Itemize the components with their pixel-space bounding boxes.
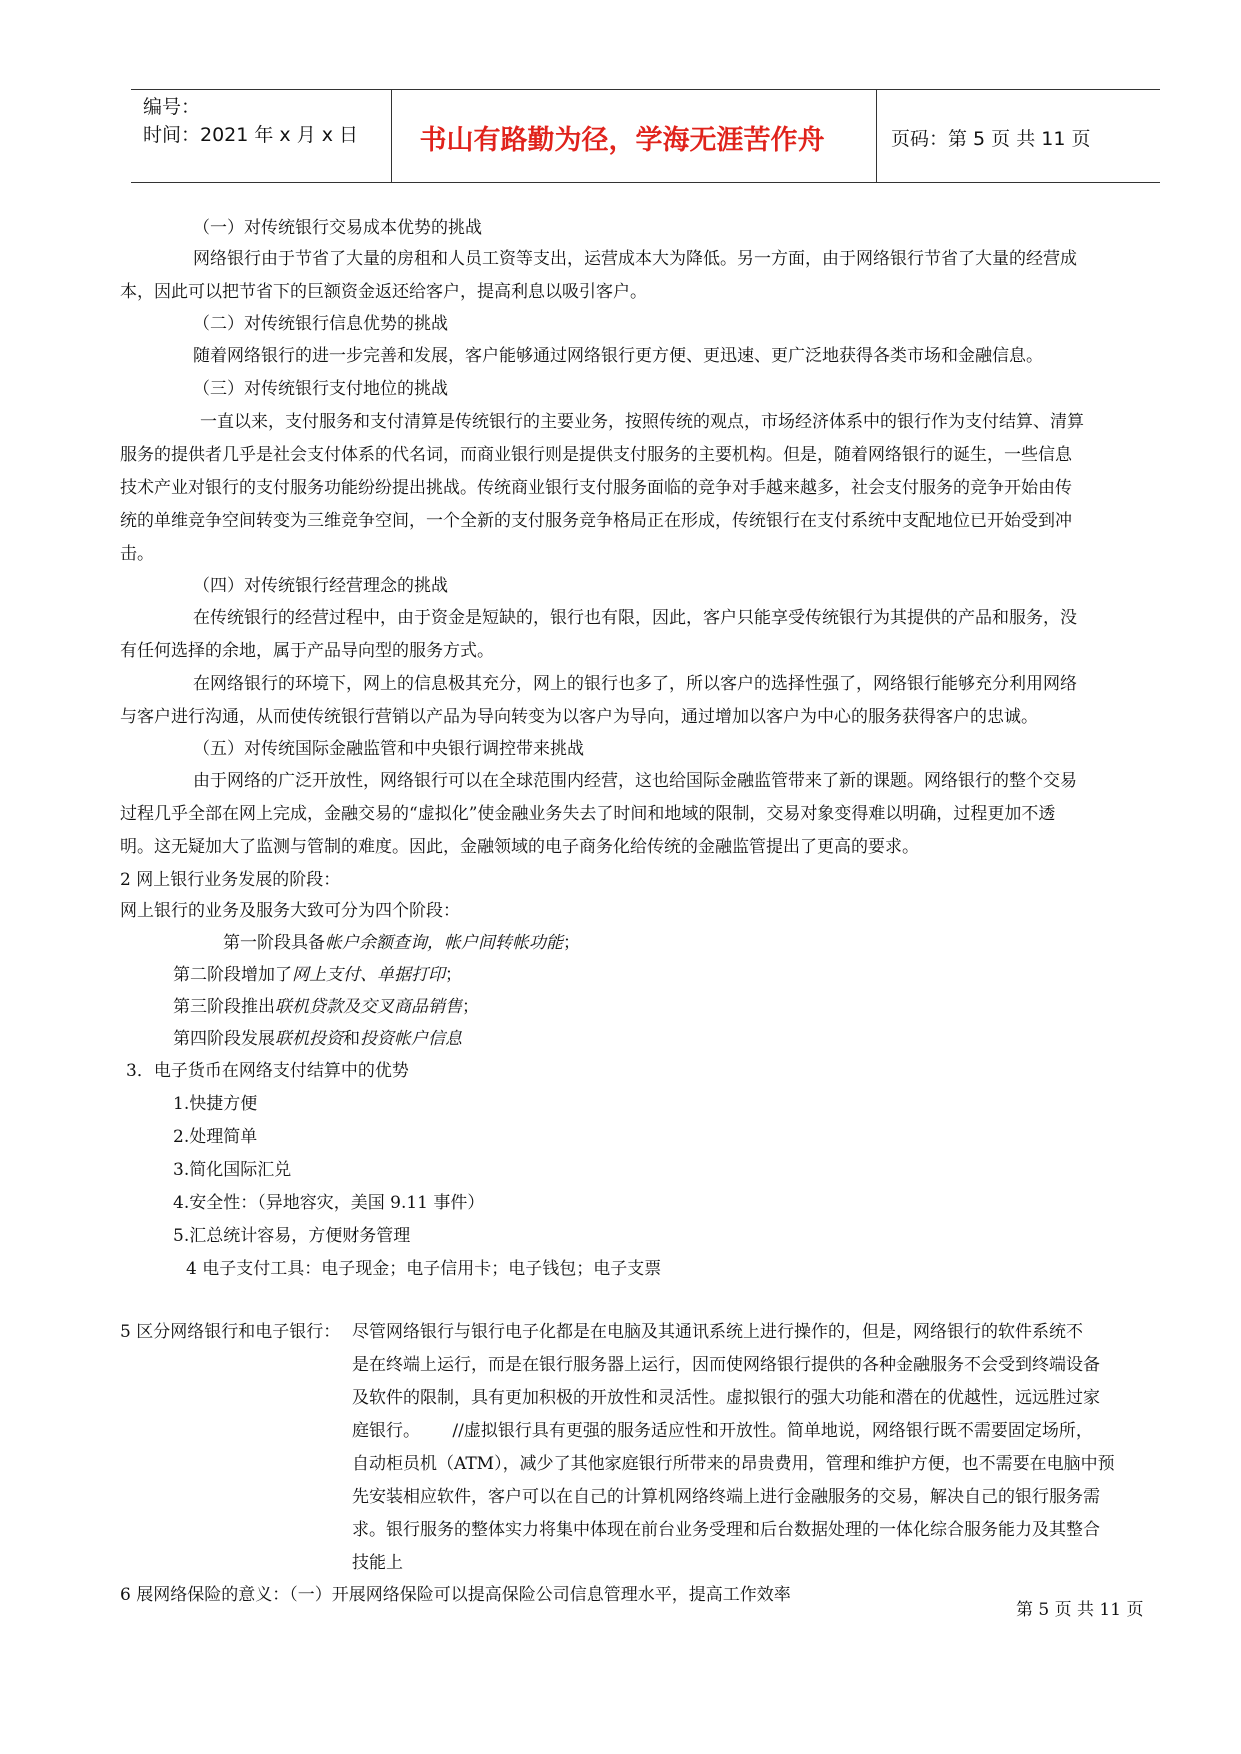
list-item: 1.快捷方便 <box>173 1094 258 1114</box>
header-divider <box>391 90 392 182</box>
section-heading: 3．电子货币在网络支付结算中的优势 <box>126 1061 409 1081</box>
paragraph-line: 先安装相应软件，客户可以在自己的计算机网络终端上进行金融服务的交易，解决自己的银行服务需 <box>352 1487 1100 1507</box>
paragraph-line: 明。这无疑加大了监测与管制的难度。因此，金融领域的电子商务化给传统的金融监管提出了更高的要求。 <box>120 837 919 857</box>
section-heading: 4 电子支付工具：电子现金；电子信用卡；电子钱包；电子支票 <box>186 1259 662 1279</box>
paragraph-line: 击。 <box>120 544 154 564</box>
header-motto: 书山有路勤为径，学海无涯苦作舟 <box>419 125 825 156</box>
stage-item: 第二阶段增加了网上支付、单据打印； <box>173 965 462 985</box>
paragraph-line: 服务的提供者几乎是社会支付体系的代名词，而商业银行则是提供支付服务的主要机构。但是，随着网络银行的诞生，一些信息 <box>120 445 1072 465</box>
section-heading: 2 网上银行业务发展的阶段： <box>120 870 341 890</box>
section-heading: （二）对传统银行信息优势的挑战 <box>193 314 448 334</box>
document-header <box>131 89 1160 183</box>
section-heading: 5 区分网络银行和电子银行： <box>120 1322 341 1342</box>
paragraph-line: 技能上 <box>352 1553 403 1573</box>
list-item: 2.处理简单 <box>173 1127 258 1147</box>
paragraph-line: 技术产业对银行的支付服务功能纷纷提出挑战。传统商业银行支付服务面临的竞争对手越来越多，社会支付服务的竞争开始由传 <box>120 478 1072 498</box>
paragraph-line: 由于网络的广泛开放性，网络银行可以在全球范围内经营，这也给国际金融监管带来了新的课题。网络银行的整个交易 <box>193 771 1077 791</box>
header-page-info: 页码：第 5 页 共 11 页 <box>891 128 1091 150</box>
section-heading: 6 展网络保险的意义：（一）开展网络保险可以提高保险公司信息管理水平，提高工作效率 <box>120 1585 791 1605</box>
paragraph-line: 庭银行。 //虚拟银行具有更强的服务适应性和开放性。简单地说，网络银行既不需要固定场所， <box>352 1421 1093 1441</box>
doc-time: 时间：2021 年 x 月 x 日 <box>143 124 359 146</box>
stage-item: 第三阶段推出联机贷款及交叉商品销售； <box>173 997 479 1017</box>
paragraph-line: 及软件的限制，具有更加积极的开放性和灵活性。虚拟银行的强大功能和潜在的优越性，远远胜过家 <box>352 1388 1100 1408</box>
paragraph-line: 统的单维竞争空间转变为三维竞争空间，一个全新的支付服务竞争格局正在形成，传统银行在支付系统中支配地位已开始受到冲 <box>120 511 1072 531</box>
stage-item: 第四阶段发展联机投资和投资帐户信息 <box>173 1029 462 1049</box>
list-item: 5.汇总统计容易，方便财务管理 <box>173 1226 411 1246</box>
section-heading: （一）对传统银行交易成本优势的挑战 <box>193 218 482 238</box>
doc-number-label: 编号： <box>143 96 201 118</box>
paragraph-line: 自动柜员机（ATM），减少了其他家庭银行所带来的昂贵费用，管理和维护方便，也不需要在电脑中预 <box>352 1454 1115 1474</box>
paragraph-line: 本，因此可以把节省下的巨额资金返还给客户，提高利息以吸引客户。 <box>120 282 647 302</box>
stage-item: 第一阶段具备帐户余额查询，帐户间转帐功能； <box>223 933 580 953</box>
paragraph-line: 在传统银行的经营过程中，由于资金是短缺的，银行也有限，因此，客户只能享受传统银行为其提供的产品和服务，没 <box>193 608 1077 628</box>
paragraph-line: 过程几乎全部在网上完成，金融交易的“虚拟化”使金融业务失去了时间和地域的限制，交易对象变得难以明确，过程更加不透 <box>120 804 1056 824</box>
paragraph-line: 一直以来，支付服务和支付清算是传统银行的主要业务，按照传统的观点，市场经济体系中的银行作为支付结算、清算 <box>200 412 1084 432</box>
paragraph-line: 与客户进行沟通，从而使传统银行营销以产品为导向转变为以客户为导向，通过增加以客户为中心的服务获得客户的忠诚。 <box>120 707 1038 727</box>
paragraph-line: 尽管网络银行与银行电子化都是在电脑及其通讯系统上进行操作的，但是，网络银行的软件系统不 <box>352 1322 1083 1342</box>
section-heading: （三）对传统银行支付地位的挑战 <box>193 379 448 399</box>
section-heading: （四）对传统银行经营理念的挑战 <box>193 576 448 596</box>
section-heading: （五）对传统国际金融监管和中央银行调控带来挑战 <box>193 739 584 759</box>
list-item: 3.简化国际汇兑 <box>173 1160 292 1180</box>
header-divider <box>876 90 877 182</box>
list-item: 4.安全性：（异地容灾，美国 9.11 事件） <box>173 1193 485 1213</box>
paragraph-line: 在网络银行的环境下，网上的信息极其充分，网上的银行也多了，所以客户的选择性强了，网络银行能够充分利用网络 <box>193 674 1077 694</box>
paragraph-line: 是在终端上运行，而是在银行服务器上运行，因而使网络银行提供的各种金融服务不会受到终端设备 <box>352 1355 1100 1375</box>
paragraph-line: 网络银行由于节省了大量的房租和人员工资等支出，运营成本大为降低。另一方面，由于网络银行节省了大量的经营成 <box>193 249 1077 269</box>
paragraph-line: 有任何选择的余地，属于产品导向型的服务方式。 <box>120 641 494 661</box>
paragraph-line: 随着网络银行的进一步完善和发展，客户能够通过网络银行更方便、更迅速、更广泛地获得各类市场和金融信息。 <box>193 346 1043 366</box>
paragraph-line: 求。银行服务的整体实力将集中体现在前台业务受理和后台数据处理的一体化综合服务能力及其整合 <box>352 1520 1100 1540</box>
footer-page-number: 第 5 页 共 11 页 <box>1016 1600 1144 1620</box>
paragraph-line: 网上银行的业务及服务大致可分为四个阶段： <box>120 901 460 921</box>
